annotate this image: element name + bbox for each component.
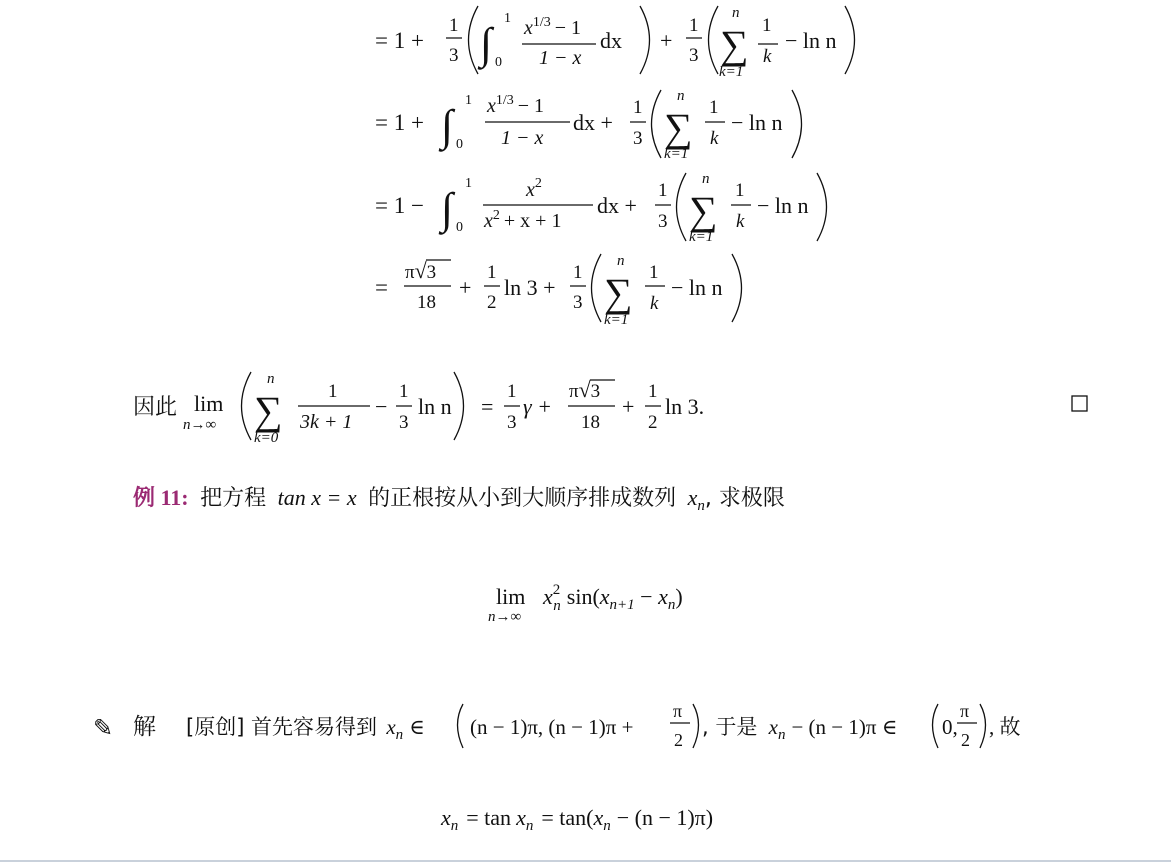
paren-left — [677, 173, 687, 241]
frac-num: 1 — [328, 381, 338, 402]
paren-left — [709, 6, 719, 74]
ln-term: − ln n — [757, 193, 809, 218]
lim-sub: n→∞ — [183, 417, 217, 433]
paren-left — [458, 704, 464, 748]
gamma-term: γ + — [523, 394, 553, 419]
equals-lead: = 1 + — [375, 110, 424, 135]
frac-den: 2 — [961, 730, 970, 750]
frac-num: 1 — [399, 381, 409, 402]
dx: dx + — [573, 110, 613, 135]
paren-left — [469, 6, 479, 74]
frac-den: 3 — [689, 45, 699, 66]
solution-middle: , 于是 $x_n - (n - 1)\pi$ ∈ — [702, 715, 898, 743]
equals-lead: = 1 − — [375, 193, 424, 218]
sum-lower: k=1 — [719, 64, 744, 80]
paren-right — [792, 90, 802, 158]
sum-sign: ∑ — [720, 22, 749, 67]
int-upper: 1 — [465, 176, 472, 191]
frac-den: 3 — [658, 211, 668, 232]
sum-lower: k=1 — [689, 229, 714, 245]
frac-den: k — [710, 128, 719, 149]
qed-box — [1072, 396, 1087, 411]
frac-num: 1 — [507, 381, 517, 402]
frac-num: π√3 — [569, 377, 601, 402]
frac-num: π — [960, 701, 970, 721]
solution-tail: , 故 — [989, 715, 1021, 739]
lim-word: lim — [496, 584, 526, 609]
dx: dx — [600, 28, 622, 53]
frac-den: 1 − x — [501, 127, 544, 149]
minus: − — [375, 394, 388, 419]
frac-num: 1 — [735, 180, 745, 201]
frac-num: 1 — [689, 15, 699, 36]
frac-num: 1 — [487, 262, 497, 283]
frac-den: 3k + 1 — [300, 411, 353, 433]
frac-num: 1 — [573, 262, 583, 283]
sum-lower: k=0 — [254, 430, 279, 446]
sum-upper: n — [267, 371, 275, 387]
frac-num: 1 — [658, 180, 668, 201]
final-equation: $x_n = \tan x_n = \tan(x_n - (n - 1)\pi)$ — [441, 805, 714, 834]
frac-den: 3 — [633, 128, 643, 149]
paren-right — [454, 372, 464, 440]
frac-num: π — [673, 701, 683, 721]
sum-lower: k=1 — [604, 312, 629, 328]
lim-word: lim — [194, 391, 224, 416]
frac-den: $x^2 + x + 1$ — [484, 208, 562, 232]
frac-num: 1 — [762, 15, 772, 36]
frac-num: 1 — [633, 97, 643, 118]
frac-den: 2 — [487, 292, 497, 313]
frac-den: 2 — [648, 412, 658, 433]
equals-lead: = 1 + — [375, 28, 424, 53]
dx: dx + — [597, 193, 637, 218]
conclusion-prefix: 因此 — [133, 394, 178, 419]
frac-den: 3 — [449, 45, 459, 66]
ln-term: − ln n — [785, 28, 837, 53]
ln3-term: ln 3. — [665, 394, 705, 419]
frac-num: π√3 — [405, 258, 437, 283]
paren-left — [242, 372, 252, 440]
integral-sign: ∫ — [441, 184, 454, 233]
frac-den: 18 — [581, 412, 600, 433]
frac-num: 1 — [709, 97, 719, 118]
frac-den: 18 — [417, 292, 436, 313]
int-lower: 0 — [456, 137, 463, 152]
frac-den: 3 — [573, 292, 583, 313]
frac-den: k — [736, 211, 745, 232]
sum-upper: n — [677, 88, 685, 104]
paren-left — [652, 90, 662, 158]
sum-upper: n — [617, 253, 625, 269]
plus: + — [459, 275, 472, 300]
frac-den: 3 — [507, 412, 517, 433]
paren-right — [817, 173, 827, 241]
int-upper: 1 — [504, 11, 511, 26]
sum-sign: ∑ — [664, 105, 693, 150]
equals-lead: = — [375, 275, 388, 300]
int-lower: 0 — [456, 220, 463, 235]
solution-intro: [原创] 首先容易得到 $x_n$ ∈ — [186, 715, 425, 743]
int-upper: 1 — [465, 93, 472, 108]
example-label: 例 11: — [133, 485, 189, 510]
int-lower: 0 — [495, 55, 502, 70]
ln-term: − ln n — [671, 275, 723, 300]
solution-label: 解 — [133, 714, 156, 739]
ln3-term: ln 3 + — [504, 275, 556, 300]
lim-sub: n→∞ — [488, 609, 522, 625]
ln-n: ln n — [418, 394, 452, 419]
sum-sign: ∑ — [604, 270, 633, 315]
sum-sign: ∑ — [254, 388, 283, 433]
integral-sign: ∫ — [441, 101, 454, 150]
frac-num: 1 — [648, 381, 658, 402]
frac-den: 3 — [399, 412, 409, 433]
sum-upper: n — [702, 171, 710, 187]
paren-left — [933, 704, 939, 748]
equals: = — [481, 394, 494, 419]
plus: + — [660, 28, 673, 53]
frac-den: 2 — [674, 730, 683, 750]
sum-sign: ∑ — [689, 188, 718, 233]
plus: + — [622, 394, 635, 419]
frac-num: 1 — [449, 15, 459, 36]
paren-left — [592, 254, 602, 322]
example-line: 例 11: 把方程 tan x = x 的正根按从小到大顺序排成数列 $x_n$, 求极限 — [133, 485, 785, 514]
ln-term: − ln n — [731, 110, 783, 135]
paren-right — [693, 704, 699, 748]
pencil-icon: ✎ — [93, 716, 114, 742]
paren-right — [845, 6, 855, 74]
sum-lower: k=1 — [664, 146, 689, 162]
integral-sign: ∫ — [480, 19, 493, 68]
paren-right — [732, 254, 742, 322]
limit-expression: $x^2$ n $\sin(x_{n+1} - x_n)$ — [543, 582, 683, 614]
interval-1: (n − 1)π, (n − 1)π + — [470, 715, 634, 739]
frac-den: 1 − x — [539, 47, 582, 69]
frac-num: $x^{1/3} - 1$ — [487, 93, 545, 117]
frac-num: $x^2$ — [526, 176, 542, 201]
frac-num: 1 — [649, 262, 659, 283]
frac-num: $x^{1/3} - 1$ — [524, 15, 582, 39]
sum-upper: n — [732, 5, 740, 21]
paren-right — [980, 704, 986, 748]
frac-den: k — [763, 46, 772, 67]
frac-den: k — [650, 293, 659, 314]
interval-2: 0, — [942, 715, 958, 739]
paren-right — [640, 6, 650, 74]
